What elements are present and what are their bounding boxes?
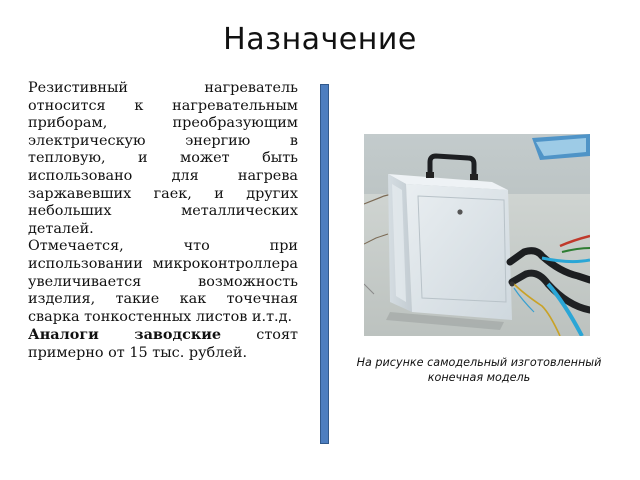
description-text-block: [28, 80, 298, 363]
heater-device-photo: [364, 134, 590, 336]
paragraph-analogs: [28, 326, 298, 362]
caption-line-2: конечная модель: [427, 371, 531, 384]
paragraph-microcontroller: Отмечается, что при использовании микроконтроллера увеличивается возможность изделия, такие как точечная сварка тонкостенных листов и.т.д.: [28, 238, 298, 325]
paragraph-purpose: Резистивный нагреватель относится к нагревательным приборам, преобразующим электрическую энергию в тепловую, и может быть использовано для нагрева заржавевших гаек, и других небольших металлических деталей.: [28, 80, 298, 237]
photo-caption: [316, 355, 640, 385]
analogs-price-text: стоят примерно от 15 тыс. рублей.: [28, 327, 298, 361]
analogs-bold-label: Аналоги заводские: [28, 326, 222, 344]
vertical-divider-bar: [320, 84, 329, 444]
page-title: Назначение: [223, 22, 417, 57]
caption-line-1: На рисунке самодельный изготовленный: [356, 356, 602, 369]
